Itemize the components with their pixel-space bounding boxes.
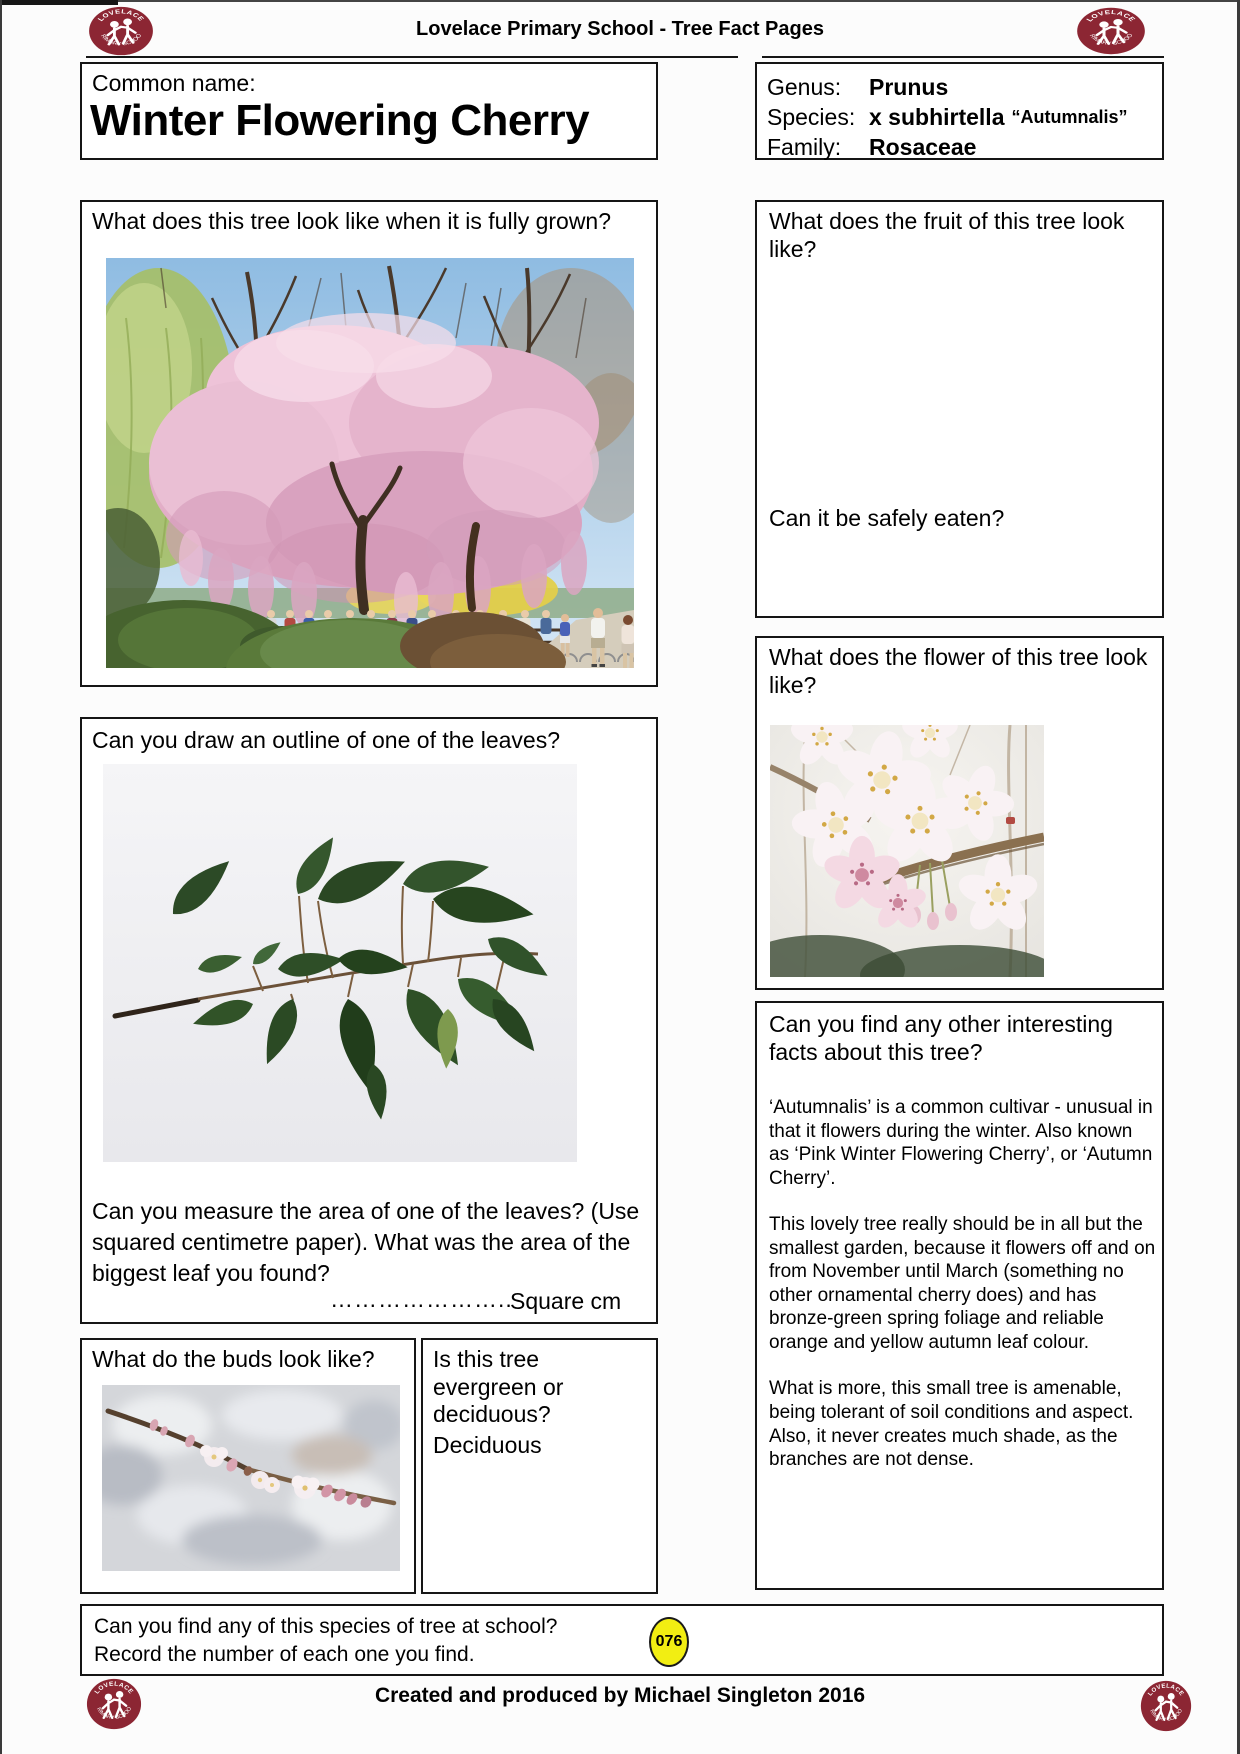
credit-line: Created and produced by Michael Singleton 2016 — [374, 1684, 866, 1707]
fruit-question: What does the fruit of this tree look like? — [769, 208, 1125, 262]
taxonomy-box — [755, 62, 1164, 160]
evergreen-box — [421, 1338, 658, 1594]
school-logo-header-right — [1076, 7, 1146, 55]
buds-box — [80, 1338, 416, 1594]
evergreen-question: Is this tree evergreen or deciduous? — [433, 1346, 564, 1428]
common-name-label: Common name: — [92, 70, 256, 96]
school-logo-footer-right — [1140, 1680, 1192, 1732]
leaf-outline-question: Can you draw an outline of one of the leaves? — [92, 727, 560, 753]
flower-question: What does the flower of this tree look like? — [769, 644, 1148, 698]
top-rule — [0, 0, 1240, 2]
buds-photo — [102, 1385, 400, 1571]
buds-question: What do the buds look like? — [92, 1346, 375, 1372]
left-edge-rule — [0, 0, 2, 1754]
leafy-branch — [103, 764, 577, 1162]
facts-box — [755, 1001, 1164, 1590]
leaf-area-unit: Square cm — [510, 1288, 622, 1314]
fully-grown-photo — [106, 258, 634, 668]
fully-grown-question: What does this tree look like when it is fully grown? — [92, 208, 612, 234]
leaf-area-answer-line: ………………….. — [330, 1286, 513, 1312]
genus-row — [767, 72, 1156, 102]
header-underline-right — [762, 56, 1164, 58]
common-name-value: Winter Flowering Cherry — [90, 96, 590, 145]
school-count-line1: Can you find any of this species of tree at school? — [94, 1615, 558, 1638]
leaf-area-question: Can you measure the area of one of the leaves? (Use squared centimetre paper). What was the area of the biggest leaf you found? — [92, 1198, 640, 1287]
facts-text — [769, 1096, 1156, 1495]
school-count-box — [80, 1604, 1164, 1676]
leaf-photo — [103, 764, 577, 1162]
family-label: Family: — [767, 134, 842, 160]
evergreen-answer: Deciduous — [433, 1432, 542, 1458]
page-title: Lovelace Primary School - Tree Fact Pages — [416, 18, 824, 40]
genus-label: Genus: — [767, 74, 842, 100]
species-row — [767, 102, 1156, 132]
leaves-box — [80, 717, 658, 1324]
school-count-line2: Record the number of each one you find. — [94, 1642, 475, 1666]
genus-value: Prunus — [869, 74, 949, 100]
species-value: x subhirtella — [869, 104, 1005, 130]
cherry-tree-scene — [106, 258, 634, 668]
family-value: Rosaceae — [869, 134, 977, 160]
facts-question: Can you find any other interesting facts about this tree? — [769, 1011, 1113, 1065]
family-row — [767, 132, 1156, 162]
fruit-question-eaten: Can it be safely eaten? — [769, 505, 1005, 531]
fruit-box — [755, 200, 1164, 618]
facts-paragraph-1: ‘Autumnalis’ is a common cultivar - unusual in that it flowers during the winter. Also known as ‘Pink Winter Flowering Cherry’, or ‘Autumn Cherry’. — [769, 1097, 1153, 1189]
facts-paragraph-2: This lovely tree really should be in all but the smallest garden, because it flowers off and on from November until March (something no other ornamental cherry does) and has bronze-green spring foliage and reliable orange and yellow autumn leaf colour. — [769, 1214, 1156, 1353]
flower-photo — [770, 725, 1044, 977]
blossom-closeup — [770, 725, 1044, 977]
common-name-box — [80, 62, 658, 160]
fully-grown-box — [80, 200, 658, 687]
taxonomy-table — [767, 72, 1156, 162]
flower-box — [755, 636, 1164, 990]
school-logo-header-left — [88, 6, 154, 56]
facts-paragraph-3: What is more, this small tree is amenable, being tolerant of soil conditions and aspect. Also, it never creates much shade, as the branches are not dense. — [769, 1378, 1134, 1471]
species-cultivar: “Autumnalis” — [1011, 107, 1128, 127]
page-number-badge: 076 — [649, 1617, 689, 1667]
budding-twig — [102, 1385, 400, 1571]
header-underline-left — [86, 56, 738, 58]
species-label: Species: — [767, 104, 856, 130]
school-count-question — [94, 1613, 557, 1668]
top-left-rule — [0, 0, 118, 5]
